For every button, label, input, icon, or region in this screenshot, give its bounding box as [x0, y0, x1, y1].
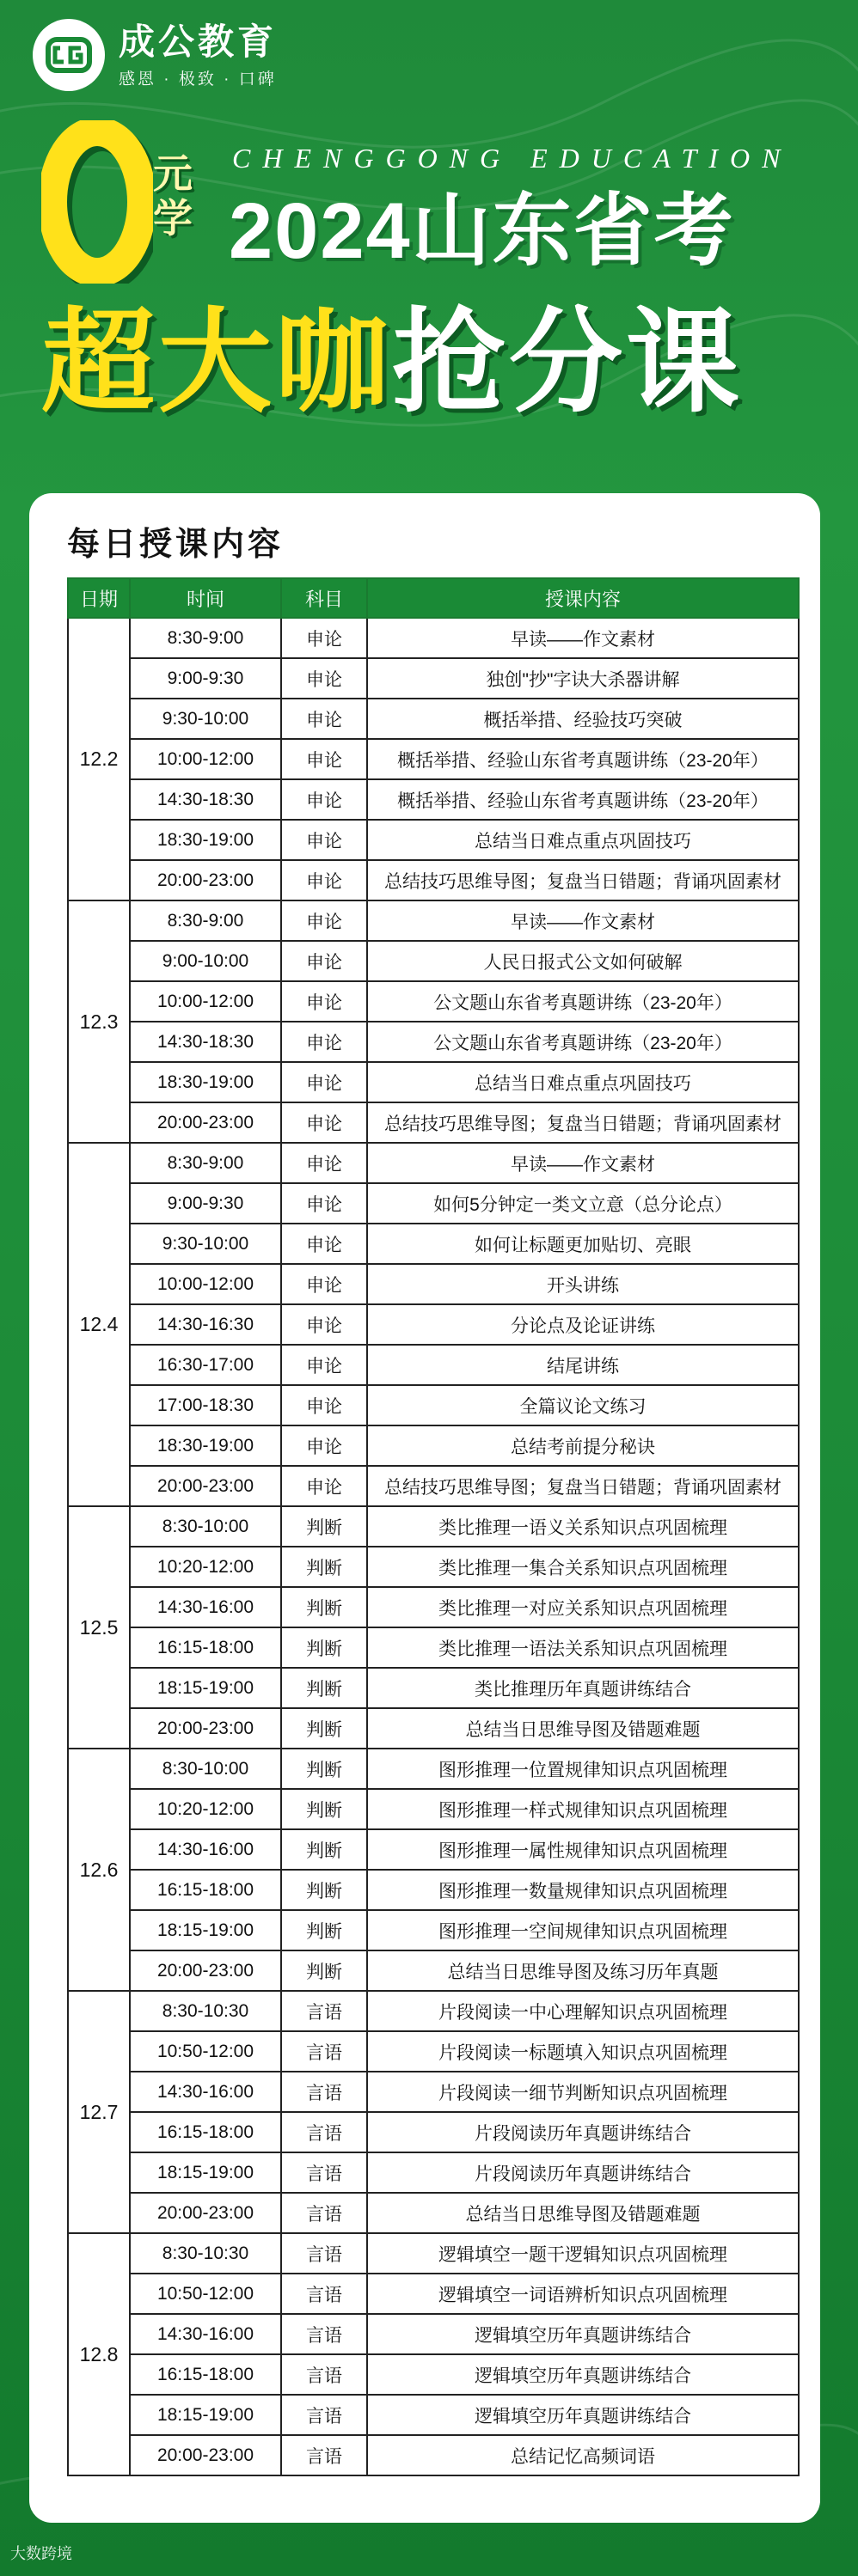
- content-cell: 总结当日思维导图及错题难题: [367, 2193, 799, 2233]
- table-row: [68, 1304, 799, 1345]
- time-cell: 10:50-12:00: [130, 2274, 281, 2314]
- subject-cell: 言语: [281, 2233, 367, 2274]
- schedule-table: [67, 577, 800, 2476]
- table-row: [68, 2395, 799, 2435]
- date-cell: 12.2: [68, 618, 130, 900]
- time-cell: 20:00-23:00: [130, 1102, 281, 1143]
- subject-cell: 言语: [281, 2354, 367, 2395]
- time-cell: 9:00-10:00: [130, 941, 281, 981]
- content-cell: 公文题山东省考真题讲练（23-20年）: [367, 1022, 799, 1062]
- table-row: [68, 2193, 799, 2233]
- time-cell: 14:30-16:00: [130, 2314, 281, 2354]
- date-cell: 12.7: [68, 1991, 130, 2233]
- time-cell: 10:20-12:00: [130, 1789, 281, 1829]
- subject-cell: 判断: [281, 1789, 367, 1829]
- content-cell: 早读——作文素材: [367, 618, 799, 658]
- zero-price-graphic: [41, 120, 153, 284]
- header-content: 授课内容: [367, 578, 799, 618]
- content-cell: 人民日报式公文如何破解: [367, 941, 799, 981]
- big-title: [41, 294, 743, 431]
- content-cell: 类比推理一语法关系知识点巩固梳理: [367, 1627, 799, 1668]
- time-cell: 18:15-19:00: [130, 1668, 281, 1708]
- time-cell: 14:30-16:00: [130, 2072, 281, 2112]
- schedule-body: [68, 618, 799, 2475]
- table-row: [68, 1668, 799, 1708]
- table-row: [68, 2435, 799, 2475]
- subject-cell: 申论: [281, 1304, 367, 1345]
- time-cell: 9:30-10:00: [130, 1224, 281, 1264]
- table-row: [68, 1264, 799, 1304]
- subject-cell: 言语: [281, 2031, 367, 2072]
- time-cell: 16:15-18:00: [130, 1627, 281, 1668]
- table-header-row: [68, 578, 799, 618]
- table-row: [68, 1829, 799, 1870]
- table-row: [68, 2031, 799, 2072]
- content-cell: 分论点及论证讲练: [367, 1304, 799, 1345]
- table-row: [68, 820, 799, 860]
- content-cell: 逻辑填空一词语辨析知识点巩固梳理: [367, 2274, 799, 2314]
- time-cell: 8:30-9:00: [130, 618, 281, 658]
- subject-cell: 言语: [281, 2435, 367, 2475]
- subject-cell: 申论: [281, 1466, 367, 1506]
- table-row: [68, 1506, 799, 1547]
- content-cell: 图形推理一位置规律知识点巩固梳理: [367, 1749, 799, 1789]
- subject-cell: 申论: [281, 860, 367, 900]
- subject-cell: 申论: [281, 1264, 367, 1304]
- content-cell: 如何5分钟定一类文立意（总分论点）: [367, 1183, 799, 1224]
- table-row: [68, 981, 799, 1022]
- table-row: [68, 1183, 799, 1224]
- table-row: [68, 739, 799, 779]
- subject-cell: 言语: [281, 1991, 367, 2031]
- time-cell: 18:30-19:00: [130, 1062, 281, 1102]
- content-cell: 公文题山东省考真题讲练（23-20年）: [367, 981, 799, 1022]
- table-row: [68, 1708, 799, 1749]
- table-row: [68, 1102, 799, 1143]
- subject-cell: 申论: [281, 1062, 367, 1102]
- time-cell: 8:30-9:00: [130, 900, 281, 941]
- table-row: [68, 699, 799, 739]
- content-cell: 图形推理一空间规律知识点巩固梳理: [367, 1910, 799, 1950]
- content-cell: 图形推理一数量规律知识点巩固梳理: [367, 1870, 799, 1910]
- content-cell: 总结考前提分秘诀: [367, 1425, 799, 1466]
- table-row: [68, 1062, 799, 1102]
- schedule-card: [29, 493, 820, 2523]
- time-cell: 20:00-23:00: [130, 2193, 281, 2233]
- subject-cell: 判断: [281, 1587, 367, 1627]
- subject-cell: 判断: [281, 1950, 367, 1991]
- content-cell: 全篇议论文练习: [367, 1385, 799, 1425]
- table-row: [68, 2072, 799, 2112]
- subject-cell: 判断: [281, 1547, 367, 1587]
- table-row: [68, 1466, 799, 1506]
- time-cell: 20:00-23:00: [130, 1950, 281, 1991]
- subject-cell: 申论: [281, 618, 367, 658]
- subject-cell: 言语: [281, 2314, 367, 2354]
- subject-cell: 言语: [281, 2193, 367, 2233]
- subject-cell: 判断: [281, 1627, 367, 1668]
- time-cell: 18:15-19:00: [130, 1910, 281, 1950]
- content-cell: 逻辑填空历年真题讲练结合: [367, 2395, 799, 2435]
- english-title: CHENGGONG EDUCATION: [232, 143, 793, 174]
- table-row: [68, 1991, 799, 2031]
- table-row: [68, 1910, 799, 1950]
- zero-text: 0: [41, 120, 42, 121]
- time-cell: 8:30-10:00: [130, 1506, 281, 1547]
- xue-char: 学: [153, 196, 193, 241]
- brand-slogan: 感恩 · 极致 · 口碑: [119, 70, 277, 89]
- date-cell: 12.8: [68, 2233, 130, 2475]
- subject-cell: 申论: [281, 699, 367, 739]
- subject-cell: 申论: [281, 981, 367, 1022]
- content-cell: 概括举措、经验山东省考真题讲练（23-20年）: [367, 779, 799, 820]
- content-cell: 早读——作文素材: [367, 1143, 799, 1183]
- time-cell: 20:00-23:00: [130, 2435, 281, 2475]
- time-cell: 9:30-10:00: [130, 699, 281, 739]
- table-row: [68, 860, 799, 900]
- brand-logo[interactable]: [33, 19, 277, 91]
- table-row: [68, 1789, 799, 1829]
- content-cell: 片段阅读一中心理解知识点巩固梳理: [367, 1991, 799, 2031]
- content-cell: 概括举措、经验技巧突破: [367, 699, 799, 739]
- content-cell: 片段阅读历年真题讲练结合: [367, 2152, 799, 2193]
- subject-cell: 申论: [281, 1345, 367, 1385]
- time-cell: 20:00-23:00: [130, 1466, 281, 1506]
- time-cell: 14:30-18:30: [130, 779, 281, 820]
- content-cell: 概括举措、经验山东省考真题讲练（23-20年）: [367, 739, 799, 779]
- content-cell: 片段阅读一细节判断知识点巩固梳理: [367, 2072, 799, 2112]
- date-cell: 12.3: [68, 900, 130, 1143]
- table-row: [68, 779, 799, 820]
- subject-cell: 申论: [281, 1224, 367, 1264]
- table-row: [68, 1143, 799, 1183]
- subject-cell: 判断: [281, 1749, 367, 1789]
- footer-watermark: 大数跨境: [10, 2545, 72, 2562]
- table-row: [68, 618, 799, 658]
- table-row: [68, 2152, 799, 2193]
- table-row: [68, 1950, 799, 1991]
- table-row: [68, 1547, 799, 1587]
- content-cell: 总结技巧思维导图；复盘当日错题；背诵巩固素材: [367, 1102, 799, 1143]
- content-cell: 图形推理一属性规律知识点巩固梳理: [367, 1829, 799, 1870]
- subject-cell: 申论: [281, 1022, 367, 1062]
- date-cell: 12.6: [68, 1749, 130, 1991]
- time-cell: 17:00-18:30: [130, 1385, 281, 1425]
- time-cell: 14:30-16:30: [130, 1304, 281, 1345]
- table-row: [68, 1022, 799, 1062]
- time-cell: 14:30-18:30: [130, 1022, 281, 1062]
- subject-cell: 申论: [281, 658, 367, 699]
- content-cell: 总结当日思维导图及练习历年真题: [367, 1950, 799, 1991]
- table-row: [68, 1345, 799, 1385]
- date-cell: 12.5: [68, 1506, 130, 1749]
- subject-cell: 申论: [281, 1425, 367, 1466]
- content-cell: 图形推理一样式规律知识点巩固梳理: [367, 1789, 799, 1829]
- time-cell: 16:15-18:00: [130, 2354, 281, 2395]
- table-row: [68, 2354, 799, 2395]
- time-cell: 20:00-23:00: [130, 860, 281, 900]
- content-cell: 早读——作文素材: [367, 900, 799, 941]
- subject-cell: 言语: [281, 2395, 367, 2435]
- subject-cell: 申论: [281, 739, 367, 779]
- time-cell: 18:15-19:00: [130, 2152, 281, 2193]
- content-cell: 类比推理历年真题讲练结合: [367, 1668, 799, 1708]
- schedule-title: 每日授课内容: [67, 527, 285, 563]
- time-cell: 9:00-9:30: [130, 658, 281, 699]
- table-row: [68, 1627, 799, 1668]
- content-cell: 类比推理一对应关系知识点巩固梳理: [367, 1587, 799, 1627]
- content-cell: 总结技巧思维导图；复盘当日错题；背诵巩固素材: [367, 1466, 799, 1506]
- time-cell: 8:30-10:30: [130, 1991, 281, 2031]
- content-cell: 总结技巧思维导图；复盘当日错题；背诵巩固素材: [367, 860, 799, 900]
- subject-cell: 言语: [281, 2112, 367, 2152]
- time-cell: 8:30-10:30: [130, 2233, 281, 2274]
- time-cell: 16:30-17:00: [130, 1345, 281, 1385]
- table-row: [68, 1385, 799, 1425]
- time-cell: 14:30-16:00: [130, 1587, 281, 1627]
- content-cell: 逻辑填空一题干逻辑知识点巩固梳理: [367, 2233, 799, 2274]
- content-cell: 片段阅读历年真题讲练结合: [367, 2112, 799, 2152]
- subject-cell: 判断: [281, 1910, 367, 1950]
- big-title-yellow: 超大咖: [41, 299, 392, 425]
- subject-cell: 判断: [281, 1829, 367, 1870]
- time-cell: 16:15-18:00: [130, 2112, 281, 2152]
- table-row: [68, 1425, 799, 1466]
- table-row: [68, 2233, 799, 2274]
- content-cell: 总结当日思维导图及错题难题: [367, 1708, 799, 1749]
- subject-cell: 言语: [281, 2274, 367, 2314]
- subject-cell: 判断: [281, 1668, 367, 1708]
- content-cell: 开头讲练: [367, 1264, 799, 1304]
- subject-cell: 言语: [281, 2072, 367, 2112]
- subject-cell: 判断: [281, 1708, 367, 1749]
- subject-cell: 申论: [281, 820, 367, 860]
- subject-cell: 申论: [281, 1183, 367, 1224]
- time-cell: 10:50-12:00: [130, 2031, 281, 2072]
- content-cell: 总结记忆高频词语: [367, 2435, 799, 2475]
- big-title-white: 抢分课: [392, 299, 743, 425]
- content-cell: 类比推理一集合关系知识点巩固梳理: [367, 1547, 799, 1587]
- time-cell: 18:15-19:00: [130, 2395, 281, 2435]
- content-cell: 结尾讲练: [367, 1345, 799, 1385]
- time-cell: 20:00-23:00: [130, 1708, 281, 1749]
- time-cell: 18:30-19:00: [130, 1425, 281, 1466]
- content-cell: 逻辑填空历年真题讲练结合: [367, 2314, 799, 2354]
- header-subject: 科目: [281, 578, 367, 618]
- subject-cell: 判断: [281, 1870, 367, 1910]
- time-cell: 16:15-18:00: [130, 1870, 281, 1910]
- yuan-xue-label: [153, 151, 213, 241]
- table-row: [68, 658, 799, 699]
- subject-cell: 申论: [281, 1143, 367, 1183]
- table-row: [68, 2112, 799, 2152]
- content-cell: 类比推理一语义关系知识点巩固梳理: [367, 1506, 799, 1547]
- date-cell: 12.4: [68, 1143, 130, 1506]
- subject-cell: 申论: [281, 1385, 367, 1425]
- time-cell: 14:30-16:00: [130, 1829, 281, 1870]
- subject-cell: 申论: [281, 1102, 367, 1143]
- subject-cell: 言语: [281, 2152, 367, 2193]
- content-cell: 逻辑填空历年真题讲练结合: [367, 2354, 799, 2395]
- table-row: [68, 900, 799, 941]
- time-cell: 10:20-12:00: [130, 1547, 281, 1587]
- logo-mark-icon: [33, 19, 105, 91]
- table-row: [68, 941, 799, 981]
- header-time: 时间: [130, 578, 281, 618]
- content-cell: 独创"抄"字诀大杀器讲解: [367, 658, 799, 699]
- content-cell: 片段阅读一标题填入知识点巩固梳理: [367, 2031, 799, 2072]
- time-cell: 8:30-10:00: [130, 1749, 281, 1789]
- subject-cell: 申论: [281, 900, 367, 941]
- subject-cell: 判断: [281, 1506, 367, 1547]
- time-cell: 8:30-9:00: [130, 1143, 281, 1183]
- table-row: [68, 1749, 799, 1789]
- table-row: [68, 2274, 799, 2314]
- time-cell: 18:30-19:00: [130, 820, 281, 860]
- time-cell: 10:00-12:00: [130, 739, 281, 779]
- table-row: [68, 1587, 799, 1627]
- header-date: 日期: [68, 578, 130, 618]
- content-cell: 如何让标题更加贴切、亮眼: [367, 1224, 799, 1264]
- main-title: 2024山东省考: [229, 187, 735, 275]
- content-cell: 总结当日难点重点巩固技巧: [367, 820, 799, 860]
- table-row: [68, 1224, 799, 1264]
- subject-cell: 申论: [281, 779, 367, 820]
- table-row: [68, 2314, 799, 2354]
- yuan-char: 元: [153, 151, 193, 196]
- time-cell: 10:00-12:00: [130, 1264, 281, 1304]
- time-cell: 9:00-9:30: [130, 1183, 281, 1224]
- header: [0, 0, 858, 490]
- table-row: [68, 1870, 799, 1910]
- content-cell: 总结当日难点重点巩固技巧: [367, 1062, 799, 1102]
- subject-cell: 申论: [281, 941, 367, 981]
- brand-name: 成公教育: [119, 21, 278, 62]
- time-cell: 10:00-12:00: [130, 981, 281, 1022]
